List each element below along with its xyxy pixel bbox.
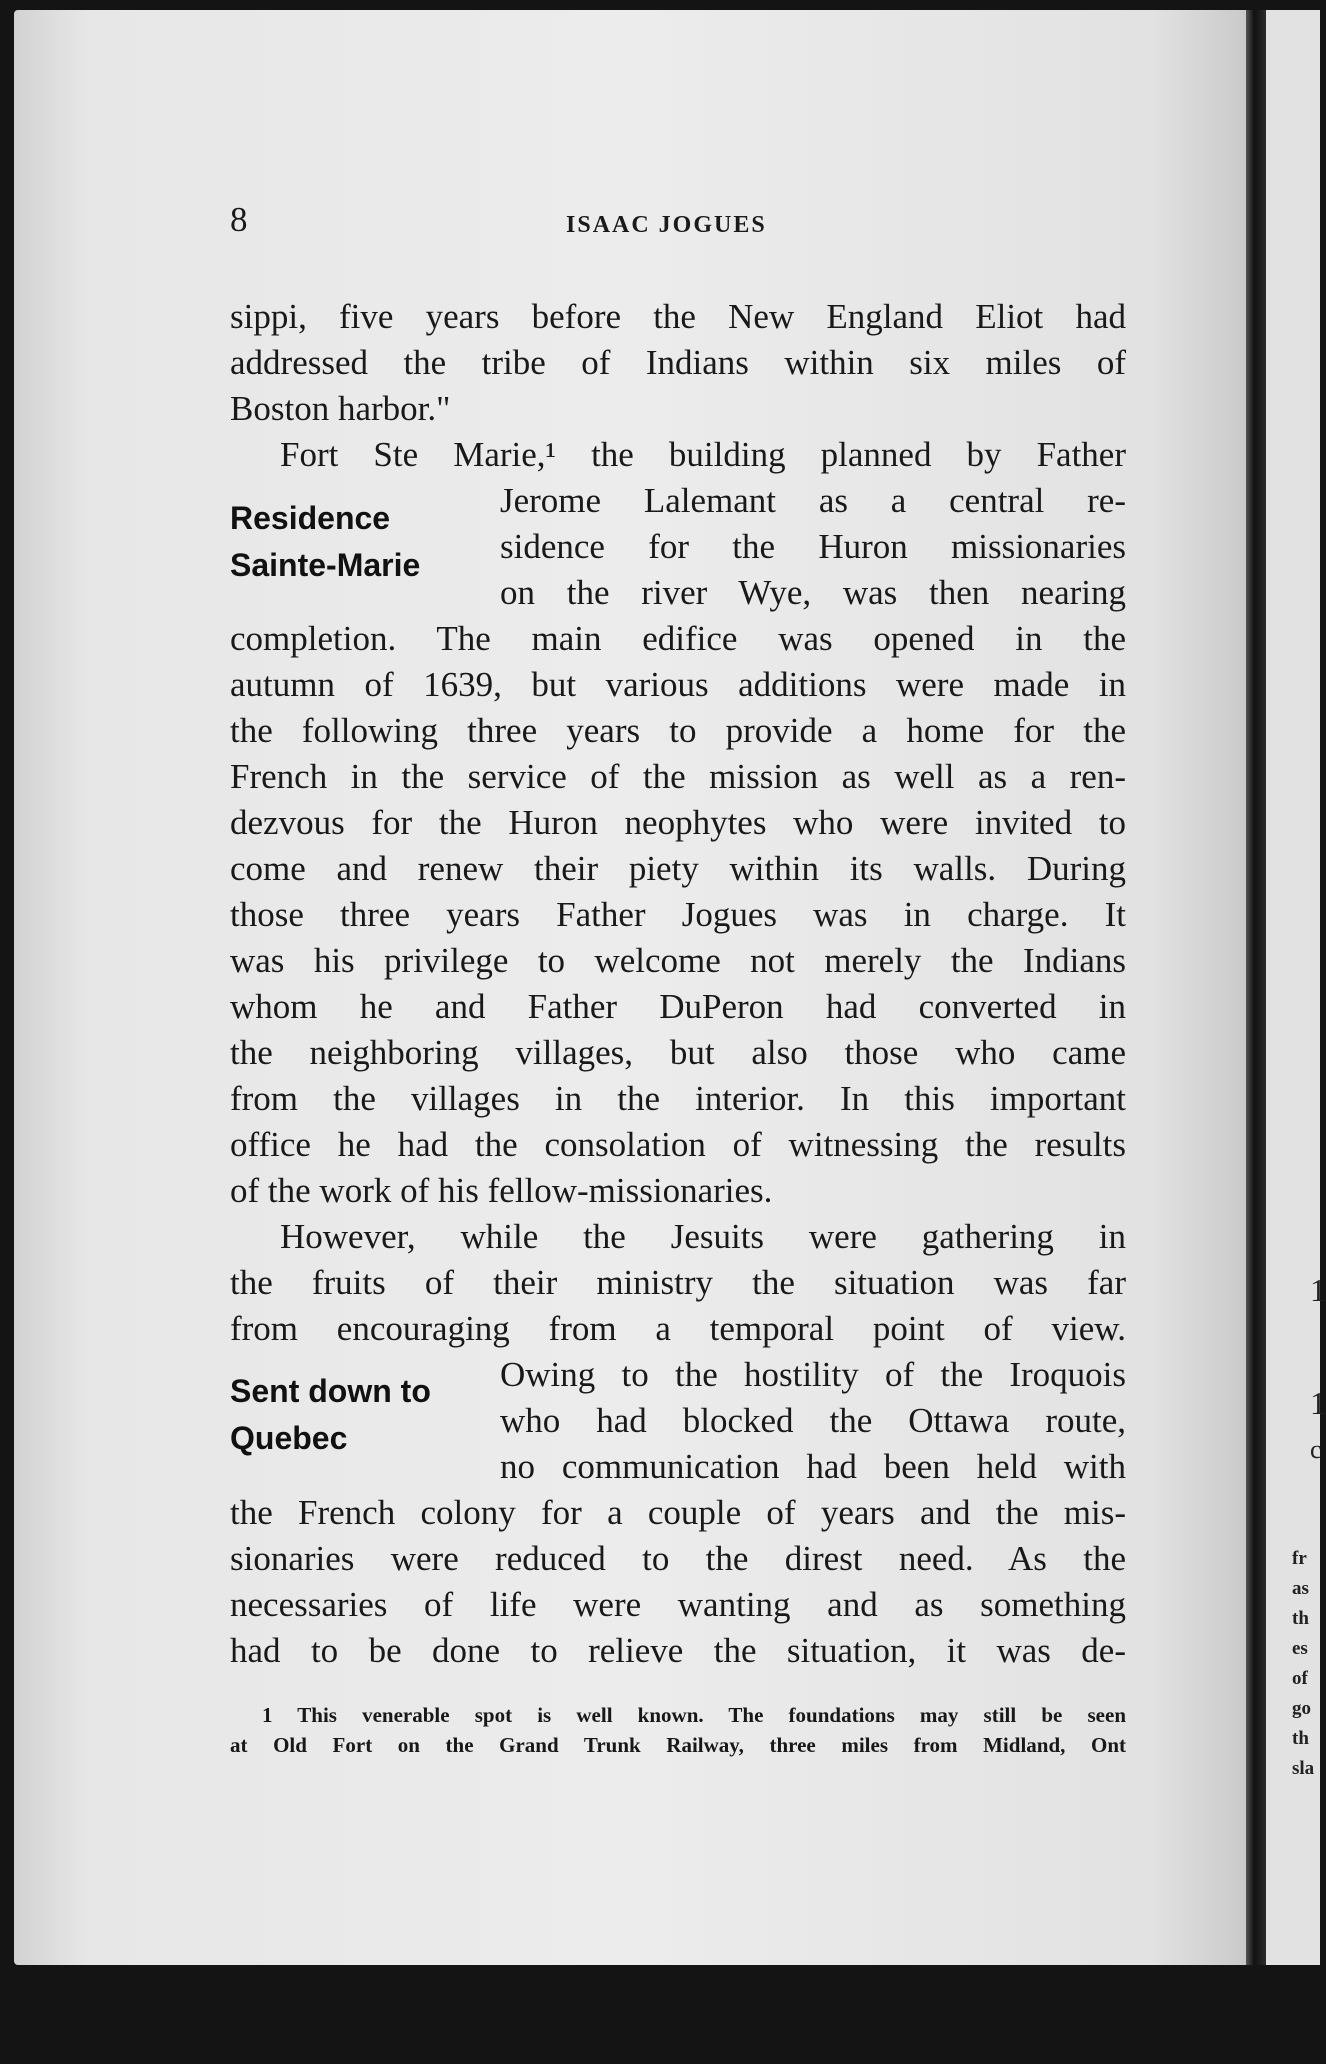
facing-page-fragment: 1 <box>1310 1385 1326 1421</box>
body-line: from encouraging from a temporal point of view. <box>230 1309 1126 1348</box>
body-line: sidence for the Huron missionaries <box>500 527 1126 566</box>
body-line: Fort Ste Marie,¹ the building planned by Father <box>280 435 1126 474</box>
marginal-heading-line: Quebec <box>230 1420 348 1456</box>
marginal-heading-residence <box>230 495 420 589</box>
body-line: necessaries of life were wanting and as something <box>230 1585 1126 1624</box>
page-number: 8 <box>230 200 248 239</box>
body-line: the neighboring villages, but also those who came <box>230 1033 1126 1072</box>
body-line: the fruits of their ministry the situation was far <box>230 1263 1126 1302</box>
body-line: Boston harbor." <box>230 389 451 428</box>
body-line: the French colony for a couple of years and the mis- <box>230 1493 1126 1532</box>
body-line: whom he and Father DuPeron had converted in <box>230 987 1126 1026</box>
marginal-heading-line: Residence <box>230 500 391 536</box>
body-line: Jerome Lalemant as a central re- <box>500 481 1126 520</box>
body-line: no communication had been held with <box>500 1447 1126 1486</box>
footnote-line: 1 This venerable spot is well known. The foundations may still be seen <box>262 1703 1126 1727</box>
footnote-line: at Old Fort on the Grand Trunk Railway, three miles from Midland, Ont <box>230 1733 1126 1757</box>
body-line: who had blocked the Ottawa route, <box>500 1401 1126 1440</box>
body-line: on the river Wye, was then nearing <box>500 573 1126 612</box>
facing-page-fragment: th <box>1292 1608 1309 1629</box>
body-line: had to be done to relieve the situation, it was de- <box>230 1631 1126 1670</box>
body-line: of the work of his fellow-missionaries. <box>230 1171 773 1210</box>
facing-page-fragment: as <box>1292 1578 1309 1599</box>
facing-page-edge <box>1266 10 1326 1965</box>
marginal-heading-line: Sent down to <box>230 1373 431 1409</box>
body-line: office he had the consolation of witnessing the results <box>230 1125 1126 1164</box>
body-line: addressed the tribe of Indians within six miles of <box>230 343 1126 382</box>
marginal-heading-quebec <box>230 1368 431 1462</box>
body-line: sippi, five years before the New England Eliot had <box>230 297 1126 336</box>
body-line: Owing to the hostility of the Iroquois <box>500 1355 1126 1394</box>
body-line: was his privilege to welcome not merely the Indians <box>230 941 1126 980</box>
facing-page-fragment: c <box>1310 1435 1322 1464</box>
facing-page-fragment: fr <box>1292 1548 1307 1569</box>
facing-page-fragment: sla <box>1292 1758 1315 1779</box>
marginal-heading-line: Sainte-Marie <box>230 547 421 583</box>
facing-page-fragment: es <box>1292 1638 1308 1659</box>
facing-page-fragment: th <box>1292 1728 1309 1749</box>
body-line: completion. The main edifice was opened in the <box>230 619 1126 658</box>
facing-page-fragment: go <box>1292 1698 1311 1719</box>
body-line: the following three years to provide a home for the <box>230 711 1126 750</box>
running-title: ISAAC JOGUES <box>566 212 767 238</box>
body-line: come and renew their piety within its walls. During <box>230 849 1126 888</box>
body-line: However, while the Jesuits were gathering in <box>280 1217 1126 1256</box>
book-gutter <box>1246 10 1266 1965</box>
facing-page-fragment: of <box>1292 1668 1308 1689</box>
body-line: sionaries were reduced to the direst need. As the <box>230 1539 1126 1578</box>
facing-page-fragment: 1 <box>1310 1272 1326 1308</box>
body-line: autumn of 1639, but various additions were made in <box>230 665 1126 704</box>
body-line: those three years Father Jogues was in charge. It <box>230 895 1126 934</box>
body-line: French in the service of the mission as well as a ren- <box>230 757 1126 796</box>
body-line: from the villages in the interior. In this important <box>230 1079 1126 1118</box>
body-line: dezvous for the Huron neophytes who were invited to <box>230 803 1126 842</box>
